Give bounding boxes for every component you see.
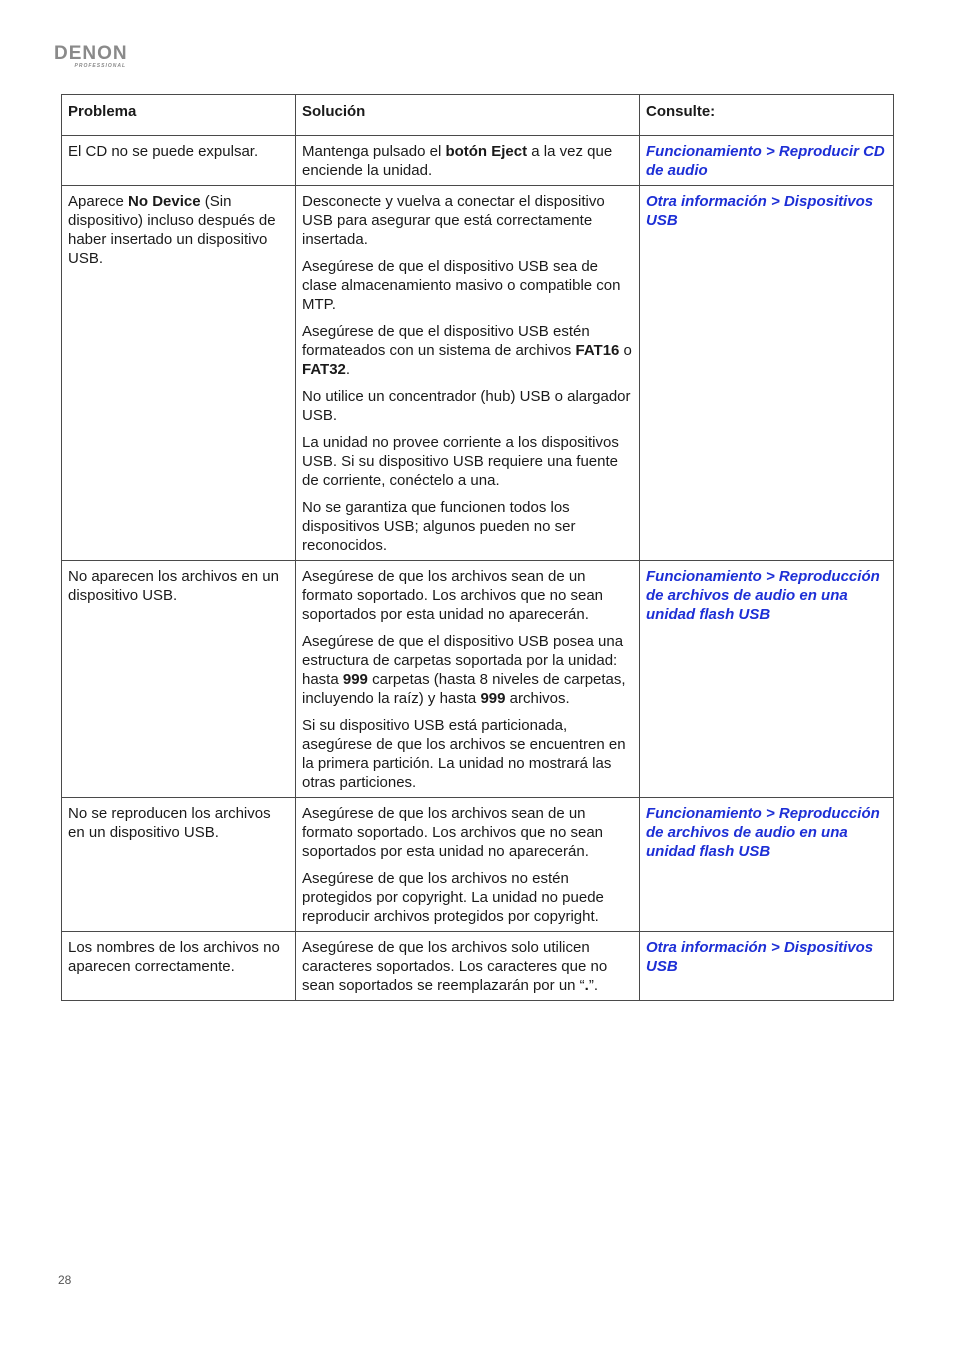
table-row (62, 798, 894, 932)
table-row (62, 932, 894, 1001)
table-header-row (62, 95, 894, 136)
problem-cell (62, 186, 296, 561)
solution-paragraph: La unidad no provee corriente a los dispositivos USB. Si su dispositivo USB requiere una fuente de corriente, conéctelo a una. (302, 434, 619, 489)
solution-paragraph: Asegúrese de que los archivos solo utilicen caracteres soportados. Los caracteres que no sean soportados se reemplazarán por un “.”. (302, 939, 608, 994)
reference-link[interactable]: Otra información > Dispositivos USB (646, 939, 874, 975)
reference-cell (640, 136, 894, 186)
problem-cell (62, 932, 296, 1001)
problem-text: El CD no se puede expulsar. (68, 143, 259, 160)
solution-paragraph: Asegúrese de que el dispositivo USB sea de clase almacenamiento masivo o compatible con MTP. (302, 258, 621, 313)
problem-text: No se reproducen los archivos en un dispositivo USB. (68, 805, 271, 841)
reference-cell (640, 932, 894, 1001)
solution-paragraph: No se garantiza que funcionen todos los dispositivos USB; algunos pueden no ser reconocidos. (302, 499, 576, 554)
reference-cell (640, 561, 894, 798)
solution-paragraph: No utilice un concentrador (hub) USB o alargador USB. (302, 388, 631, 424)
reference-link[interactable]: Funcionamiento > Reproducir CD de audio (646, 143, 885, 179)
logo-wordmark: DENON (54, 43, 128, 64)
solution-paragraph: Asegúrese de que los archivos sean de un formato soportado. Los archivos que no sean soportados por esta unidad no aparecerán. (302, 805, 604, 860)
reference-link[interactable]: Funcionamiento > Reproducción de archivos de audio en una unidad flash USB (646, 805, 880, 860)
solution-paragraph: Asegúrese de que los archivos sean de un formato soportado. Los archivos que no sean soportados por esta unidad no aparecerán. (302, 568, 604, 623)
problem-cell (62, 136, 296, 186)
solution-paragraph: Mantenga pulsado el botón Eject a la vez que enciende la unidad. (302, 143, 613, 179)
reference-link[interactable]: Otra información > Dispositivos USB (646, 193, 874, 229)
solution-paragraph: Si su dispositivo USB está particionada, asegúrese de que los archivos se encuentren en la primera partición. La unidad no mostrará las otras particiones. (302, 717, 626, 791)
reference-link[interactable]: Funcionamiento > Reproducción de archivos de audio en una unidad flash USB (646, 568, 880, 623)
problem-text: Los nombres de los archivos no aparecen correctamente. (68, 939, 280, 975)
solution-cell (296, 136, 640, 186)
solution-paragraph: Asegúrese de que el dispositivo USB estén formateados con un sistema de archivos FAT16 o FAT32. (302, 323, 632, 378)
table-row (62, 186, 894, 561)
header-problem: Problema (62, 95, 296, 136)
solution-paragraph: Asegúrese de que los archivos no estén protegidos por copyright. La unidad no puede reproducir archivos protegidos por copyright. (302, 870, 604, 925)
header-solution: Solución (296, 95, 640, 136)
table-row (62, 561, 894, 798)
reference-cell (640, 186, 894, 561)
reference-cell (640, 798, 894, 932)
solution-cell (296, 561, 640, 798)
solution-cell (296, 186, 640, 561)
solution-paragraph: Asegúrese de que el dispositivo USB posea una estructura de carpetas soportada por la unidad: hasta 999 carpetas (hasta 8 niveles de carpetas, incluyendo la raíz) y hasta 999 archivos. (302, 633, 626, 707)
solution-cell (296, 932, 640, 1001)
troubleshooting-table (61, 94, 894, 1001)
solution-paragraph: Desconecte y vuelva a conectar el dispositivo USB para asegurar que está correctamente insertada. (302, 193, 605, 248)
logo-subtitle: PROFESSIONAL (74, 63, 126, 69)
page-number: 28 (58, 1273, 72, 1287)
problem-cell (62, 798, 296, 932)
problem-text: Aparece No Device (Sin dispositivo) incluso después de haber insertado un dispositivo USB. (68, 193, 276, 267)
table-row (62, 136, 894, 186)
solution-cell (296, 798, 640, 932)
header-reference: Consulte: (640, 95, 894, 136)
problem-text: No aparecen los archivos en un dispositivo USB. (68, 568, 279, 604)
problem-cell (62, 561, 296, 798)
denon-logo (54, 44, 126, 72)
